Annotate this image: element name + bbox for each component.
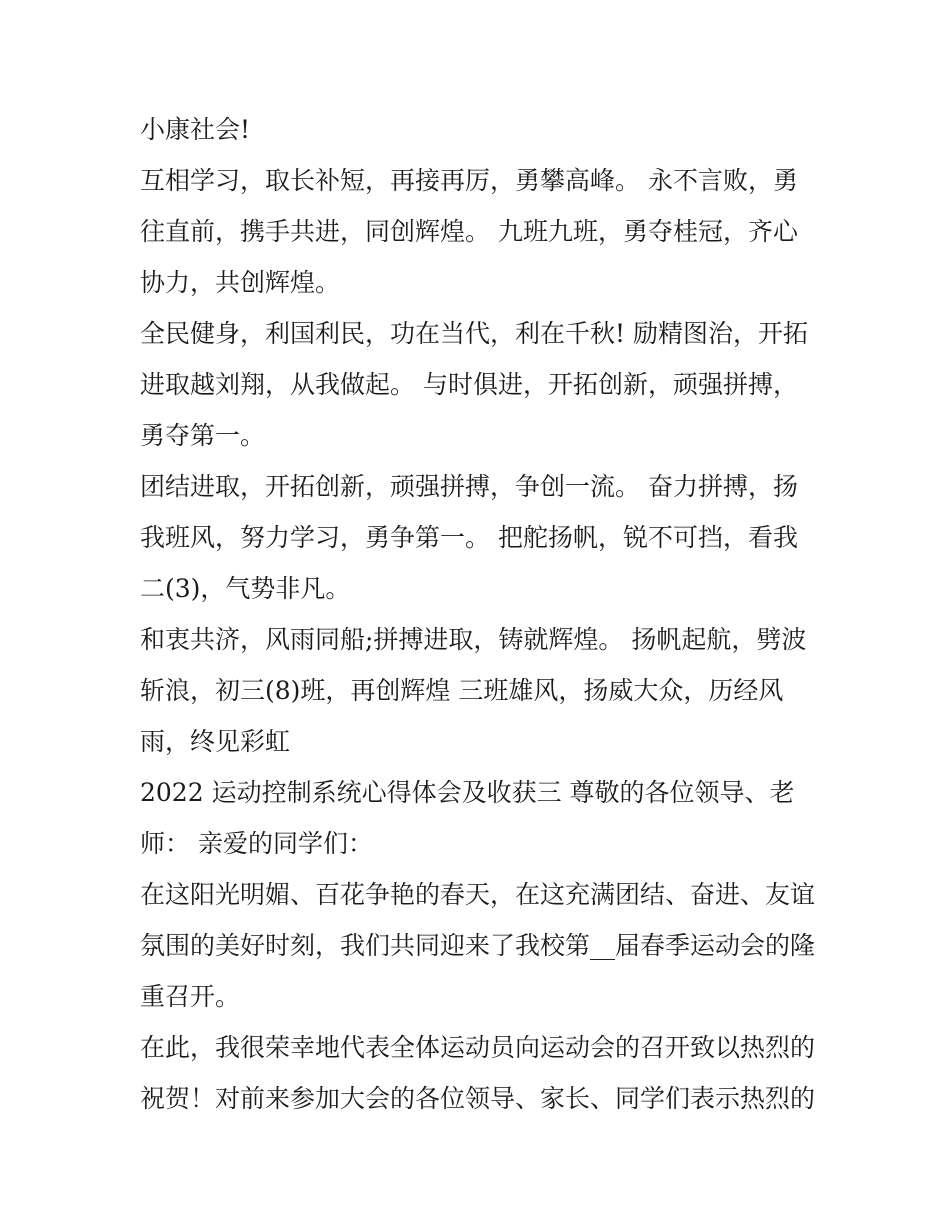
document-body [140,104,820,1124]
text-line: 我班风，努力学习，勇争第一。 把舵扬帆，锐不可挡，看我 [140,523,798,552]
text-line: 雨，终见彩虹 [140,727,291,756]
paragraph-3 [140,308,820,461]
paragraph-2 [140,155,820,308]
text-line: 师： 亲爱的同学们： [140,829,373,858]
text-line: 斩浪，初三(8)班，再创辉煌 三班雄风，扬威大众，历经风 [140,676,784,705]
text-line: 互相学习，取长补短，再接再厉，勇攀高峰。 永不言败，勇 [140,166,798,195]
text-line: 全民健身，利国利民，功在当代，利在千秋! 励精图治，开拓 [140,319,808,348]
text-line: 和衷共济，风雨同船;拼搏进取，铸就辉煌。 扬帆起航，劈波 [140,625,807,654]
paragraph-4 [140,461,820,614]
paragraph-7 [140,869,820,1022]
text-line: 重召开。 [140,982,241,1011]
paragraph-8 [140,1022,820,1124]
paragraph-5 [140,614,820,767]
text-line: 小康社会! [140,115,251,144]
text-line: 祝贺！对前来参加大会的各位领导、家长、同学们表示热烈的 [140,1084,816,1113]
text-line: 氛围的美好时刻，我们共同迎来了我校第__届春季运动会的隆 [140,931,816,960]
text-line: 二(3)，气势非凡。 [140,574,351,603]
text-line: 在这阳光明媚、百花争艳的春天，在这充满团结、奋进、友谊 [140,880,816,909]
text-line: 往直前，携手共进，同创辉煌。 九班九班，勇夺桂冠，齐心 [140,217,798,246]
text-line: 勇夺第一。 [140,421,266,450]
text-line: 2022 运动控制系统心得体会及收获三 尊敬的各位领导、老 [140,778,795,807]
text-line: 团结进取，开拓创新，顽强拼搏，争创一流。 奋力拼搏，扬 [140,472,798,501]
paragraph-6 [140,767,820,869]
paragraph-1 [140,104,820,155]
text-line: 进取越刘翔，从我做起。 与时俱进，开拓创新，顽强拼搏， [140,370,798,399]
text-line: 在此，我很荣幸地代表全体运动员向运动会的召开致以热烈的 [140,1033,816,1062]
text-line: 协力，共创辉煌。 [140,268,341,297]
